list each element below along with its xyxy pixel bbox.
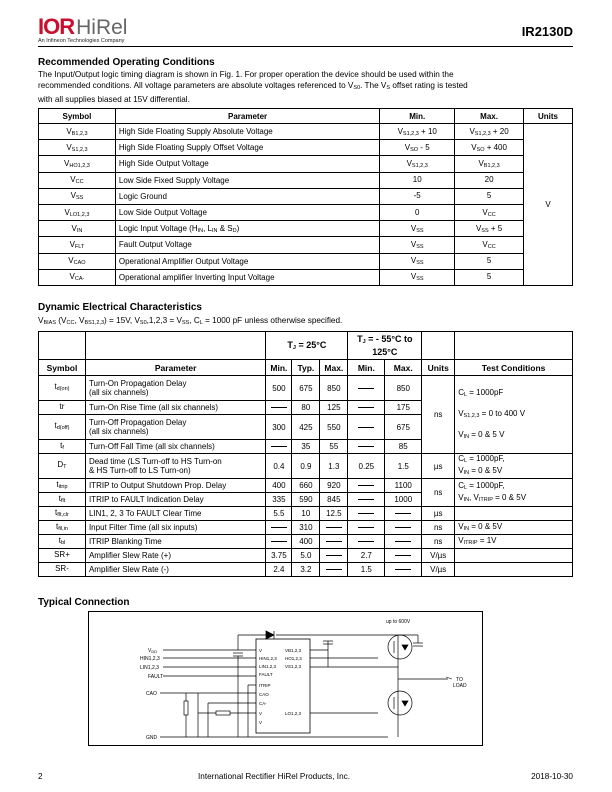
cell-symbol: $t_{flt}$ (39, 493, 86, 507)
cell-max: 550 (320, 415, 348, 440)
cell-min: $V_{SS}$ (380, 269, 455, 285)
cell-max2: 1000 (385, 493, 422, 507)
dash (358, 446, 374, 447)
table-row (39, 188, 573, 204)
page-number: 2 (38, 772, 43, 781)
cell-min (266, 440, 292, 454)
cell-min2 (348, 440, 385, 454)
cell-max2: 1.5 (385, 454, 422, 479)
dynamic-conditions: $V_{BIAS}$ ($V_{CC}$, $V_{BS1,2,3}) = 15V$, $V_{S0},1,2,3 = V_{SS}$, $C_L = 1000$ pF unless otherwise specified. (38, 316, 343, 326)
dynamic-table (38, 331, 573, 577)
cell-parameter: High Side Floating Supply Offset Voltage (115, 140, 379, 156)
table-row (39, 156, 573, 172)
cell-symbol: $V_{CAO}$ (39, 253, 116, 269)
dash (358, 513, 374, 514)
cell-max2 (385, 563, 422, 577)
col-max: Max. (455, 109, 524, 124)
cell-min: 2.4 (266, 563, 292, 577)
cell-min: 10 (380, 172, 455, 188)
logo-subtitle: An Infineon Technologies Company (38, 38, 125, 44)
dash (326, 541, 342, 542)
cell-min2 (348, 415, 385, 440)
cell-max: 5 (455, 253, 524, 269)
group-full-temp: $T_J$ = - 55°C to 125°C (348, 332, 422, 360)
dynamic-title: Dynamic Electrical Characteristics (38, 302, 202, 313)
dash (358, 427, 374, 428)
cell-units: V/µs (422, 563, 455, 577)
cell-parameter: Low Side Output Voltage (115, 204, 379, 220)
cell-parameter: High Side Floating Supply Absolute Voltage (115, 124, 379, 140)
cell-parameter: Amplifier Slew Rate (-) (85, 563, 265, 577)
dash (395, 527, 411, 528)
cell-parameter: Fault Output Voltage (115, 237, 379, 253)
cell-min: 400 (266, 479, 292, 493)
cell-symbol: $t_{itrip}$ (39, 479, 86, 493)
cell-units: ns (422, 479, 455, 507)
cell-typ: 660 (292, 479, 320, 493)
cell-typ: 10 (292, 507, 320, 521)
dash (358, 485, 374, 486)
dash (326, 527, 342, 528)
cell-typ: 5.0 (292, 549, 320, 563)
dash (358, 407, 374, 408)
cell-min2: 1.5 (348, 563, 385, 577)
dash (395, 541, 411, 542)
cell-symbol: $V_{LO1,2,3}$ (39, 204, 116, 220)
cell-max2 (385, 535, 422, 549)
dash (358, 499, 374, 500)
cell-symbol: $t_{fil,in}$ (39, 521, 86, 535)
cell-test-conditions: $V_{ITRIP} = 1V$ (455, 535, 573, 549)
cell-symbol: $V_{S1,2,3}$ (39, 140, 116, 156)
cell-symbol: $V_{CA-}$ (39, 269, 116, 285)
cell-units: ns (422, 535, 455, 549)
svg-text:HIN1,2,3: HIN1,2,3 (259, 656, 277, 661)
typical-title: Typical Connection (38, 597, 130, 608)
cell-max: 12.5 (320, 507, 348, 521)
cell-parameter: Dead time (LS Turn-off to HS Turn-on & HS Turn-off to LS Turn-on) (85, 454, 265, 479)
cell-symbol: SR- (39, 563, 86, 577)
logo-ior: IOR (38, 14, 75, 39)
cell-typ: 310 (292, 521, 320, 535)
label-load: LOAD (453, 683, 467, 689)
cell-parameter: Turn-Off Fall Time (all six channels) (85, 440, 265, 454)
cell-max: 845 (320, 493, 348, 507)
dash (271, 407, 287, 408)
cell-symbol: $V_{B1,2,3}$ (39, 124, 116, 140)
cell-parameter: LIN1, 2, 3 To FAULT Clear Time (85, 507, 265, 521)
dcol-min2: Min. (348, 360, 385, 376)
cell-parameter: Amplifier Slew Rate (+) (85, 549, 265, 563)
dash (271, 527, 287, 528)
cell-symbol: $V_{FLT}$ (39, 237, 116, 253)
dcol-test-conditions: Test Conditions (455, 360, 573, 376)
cell-min: 0.4 (266, 454, 292, 479)
table-row (39, 140, 573, 156)
cell-min: 0 (380, 204, 455, 220)
recommended-title: Recommended Operating Conditions (38, 57, 215, 68)
cell-typ: 400 (292, 535, 320, 549)
cell-symbol: $V_{HO1,2,3}$ (39, 156, 116, 172)
table-row (39, 521, 573, 535)
dcol-parameter: Parameter (85, 360, 265, 376)
cell-min: $V_{SO} - 5$ (380, 140, 455, 156)
dash (271, 541, 287, 542)
cell-min (266, 535, 292, 549)
table-row (39, 124, 573, 140)
table-row (39, 376, 573, 401)
table-row (39, 172, 573, 188)
svg-text:CA-: CA- (259, 701, 267, 706)
cell-typ: 80 (292, 401, 320, 415)
cell-max (320, 521, 348, 535)
table-row (39, 549, 573, 563)
cell-max: 920 (320, 479, 348, 493)
cell-max2: 675 (385, 415, 422, 440)
cell-min: $V_{SS}$ (380, 253, 455, 269)
footer-date: 2018-10-30 (531, 772, 573, 781)
dash (326, 555, 342, 556)
cell-symbol: $D_T$ (39, 454, 86, 479)
col-units: Units (524, 109, 573, 124)
cell-parameter: Input Filter Time (all six inputs) (85, 521, 265, 535)
svg-text:LO1,2,3: LO1,2,3 (285, 711, 302, 716)
cell-min: $V_{SS}$ (380, 237, 455, 253)
dash (271, 446, 287, 447)
dcol-units: Units (422, 360, 455, 376)
cell-units: µs (422, 454, 455, 479)
cell-min: 500 (266, 376, 292, 401)
cell-min2 (348, 507, 385, 521)
dash (395, 513, 411, 514)
dcol-min: Min. (266, 360, 292, 376)
recommended-intro (38, 69, 578, 105)
cell-test-conditions (455, 507, 573, 521)
label-gnd: GND (146, 735, 158, 741)
svg-text:LIN1,2,3: LIN1,2,3 (259, 664, 277, 669)
cell-test-conditions: $C_L = 1000pF$, $V_{IN} = 0$ & 5V (455, 454, 573, 479)
cell-max: $V_{CC}$ (455, 237, 524, 253)
dash (358, 388, 374, 389)
cell-parameter: Operational amplifier Inverting Input Voltage (115, 269, 379, 285)
cell-test-conditions (455, 549, 573, 563)
recommended-header-row (39, 109, 573, 124)
svg-text:VB1,2,3: VB1,2,3 (285, 648, 302, 653)
table-row (39, 237, 573, 253)
cell-max (320, 563, 348, 577)
col-min: Min. (380, 109, 455, 124)
cell-min2 (348, 535, 385, 549)
cell-max2: 1100 (385, 479, 422, 493)
cell-symbol: tr (39, 401, 86, 415)
cell-typ: 35 (292, 440, 320, 454)
col-symbol: Symbol (39, 109, 116, 124)
cell-units: V/µs (422, 549, 455, 563)
cell-parameter: Turn-On Rise Time (all six channels) (85, 401, 265, 415)
table-row (39, 507, 573, 521)
cell-max2 (385, 507, 422, 521)
intro-line-1: The Input/Output logic timing diagram is shown in Fig. 1. For proper operation the device should be used within the (38, 70, 454, 79)
cell-min2: 2.7 (348, 549, 385, 563)
cell-units: µs (422, 507, 455, 521)
cell-max2: 175 (385, 401, 422, 415)
label-to: TO (456, 677, 463, 683)
cell-typ: 425 (292, 415, 320, 440)
cell-max2 (385, 549, 422, 563)
cell-max: 5 (455, 269, 524, 285)
cell-min (266, 521, 292, 535)
cell-symbol: $t_f$ (39, 440, 86, 454)
cell-max: 5 (455, 188, 524, 204)
cell-typ: 675 (292, 376, 320, 401)
cell-min2 (348, 521, 385, 535)
cell-min: $V_{S1,2,3}$ (380, 156, 455, 172)
label-vdd: $V_{DD}$ (148, 648, 158, 654)
cell-parameter: Logic Input Voltage ($H_{IN}$, $L_{IN}$ & $S_D$) (115, 221, 379, 237)
cell-symbol: $V_{SS}$ (39, 188, 116, 204)
label-cao: CAO (146, 691, 157, 697)
cell-max2: 850 (385, 376, 422, 401)
cell-symbol: $t_{d(on)}$ (39, 376, 86, 401)
intro-line-2: recommended conditions. All voltage parameters are absolute voltages referenced to $V_{S0}$. The $V_S$ offset rating is tested (38, 81, 468, 91)
cell-parameter: Turn-Off Propagation Delay (all six channels) (85, 415, 265, 440)
cell-max: 125 (320, 401, 348, 415)
cell-parameter: Operational Amplifier Output Voltage (115, 253, 379, 269)
dash (395, 555, 411, 556)
typical-connection-diagram (88, 611, 483, 746)
cell-units: ns (422, 376, 455, 454)
dcol-symbol: Symbol (39, 360, 86, 376)
footer-company: International Rectifier HiRel Products, Inc. (198, 772, 350, 781)
dash (395, 569, 411, 570)
cell-symbol: $V_{CC}$ (39, 172, 116, 188)
cell-max: 20 (455, 172, 524, 188)
cell-min: $V_{SS}$ (380, 221, 455, 237)
cell-max2: 85 (385, 440, 422, 454)
cell-test-conditions (455, 563, 573, 577)
cell-max: 1.3 (320, 454, 348, 479)
table-row (39, 253, 573, 269)
cell-min2 (348, 479, 385, 493)
cell-typ: 3.2 (292, 563, 320, 577)
cell-parameter: ITRIP to FAULT Indication Delay (85, 493, 265, 507)
cell-test-conditions: $V_{IN} = 0$ & 5V (455, 521, 573, 535)
cell-min: $V_{S1,2,3} + 10$ (380, 124, 455, 140)
cell-min: -5 (380, 188, 455, 204)
table-row (39, 204, 573, 220)
cell-min: 3.75 (266, 549, 292, 563)
cell-symbol: $V_{IN}$ (39, 221, 116, 237)
cell-units: V (524, 124, 573, 286)
svg-text:VS1,2,3: VS1,2,3 (285, 664, 302, 669)
dcol-max2: Max. (385, 360, 422, 376)
cell-parameter: Low Side Fixed Supply Voltage (115, 172, 379, 188)
cell-max: $V_{B1,2,3}$ (455, 156, 524, 172)
company-logo (38, 14, 127, 46)
table-row (39, 221, 573, 237)
cell-max2 (385, 521, 422, 535)
group-25c: $T_J = 25^\circ C$ (266, 332, 348, 360)
cell-min2: 0.25 (348, 454, 385, 479)
table-row (39, 479, 573, 493)
cell-typ: 0.9 (292, 454, 320, 479)
dash (358, 541, 374, 542)
cell-min2 (348, 376, 385, 401)
table-row (39, 535, 573, 549)
table-row (39, 563, 573, 577)
cell-symbol: $t_{d(off)}$ (39, 415, 86, 440)
logo-hirel: HiRel (76, 16, 128, 39)
header-rule (38, 46, 573, 47)
cell-min: 335 (266, 493, 292, 507)
cell-parameter: ITRIP Blanking Time (85, 535, 265, 549)
dash (358, 527, 374, 528)
intro-line-3: with all supplies biased at 15V differential. (38, 95, 190, 104)
cell-min: 5.5 (266, 507, 292, 521)
cell-max: $V_{CC}$ (455, 204, 524, 220)
cell-max (320, 535, 348, 549)
cell-min (266, 401, 292, 415)
cell-max: $V_{SO} + 400$ (455, 140, 524, 156)
svg-text:HO1,2,3: HO1,2,3 (285, 656, 302, 661)
cell-test-conditions: $C_L = 1000pF$, $V_{IN}$, $V_{ITRIP} = 0$ & 5V (455, 479, 573, 507)
svg-text:CAO: CAO (259, 692, 269, 697)
cell-min2 (348, 401, 385, 415)
dynamic-header-row (39, 360, 573, 376)
label-lin: LIN1,2,3 (140, 665, 159, 671)
svg-text:ITRIP: ITRIP (259, 683, 271, 688)
cell-max: $V_{SS} + 5$ (455, 221, 524, 237)
dcol-typ: Typ. (292, 360, 320, 376)
svg-text:V: V (259, 711, 263, 716)
cell-parameter: Logic Ground (115, 188, 379, 204)
dash (326, 569, 342, 570)
svg-text:V: V (259, 648, 263, 653)
cell-max: 850 (320, 376, 348, 401)
label-fault: FAULT (148, 674, 164, 680)
cell-parameter: High Side Output Voltage (115, 156, 379, 172)
part-number: IR2130D (521, 24, 573, 39)
svg-text:V: V (259, 720, 263, 725)
cell-symbol: $t_{bl}$ (39, 535, 86, 549)
table-row (39, 269, 573, 285)
cell-symbol: $t_{flt,clr}$ (39, 507, 86, 521)
cell-typ: 590 (292, 493, 320, 507)
dcol-max: Max. (320, 360, 348, 376)
recommended-table (38, 108, 573, 286)
cell-symbol: SR+ (39, 549, 86, 563)
cell-units: ns (422, 521, 455, 535)
cell-parameter: ITRIP to Output Shutdown Prop. Delay (85, 479, 265, 493)
dynamic-group-row (39, 332, 573, 360)
cell-test-conditions: $C_L = 1000pF$ $V_{S1,2,3} = 0$ to 400 V $V_{IN} = 0$ & 5 V (455, 376, 573, 454)
cell-min2 (348, 493, 385, 507)
label-hin: HIN1,2,3 (140, 656, 160, 662)
col-parameter: Parameter (115, 109, 379, 124)
table-row (39, 454, 573, 479)
cell-max: 55 (320, 440, 348, 454)
cell-max (320, 549, 348, 563)
svg-text:FAULT: FAULT (259, 672, 273, 677)
cell-parameter: Turn-On Propagation Delay (all six channels) (85, 376, 265, 401)
label-supply: up to 600V (386, 619, 411, 625)
cell-min: 300 (266, 415, 292, 440)
cell-max: $V_{S1,2,3} + 20$ (455, 124, 524, 140)
